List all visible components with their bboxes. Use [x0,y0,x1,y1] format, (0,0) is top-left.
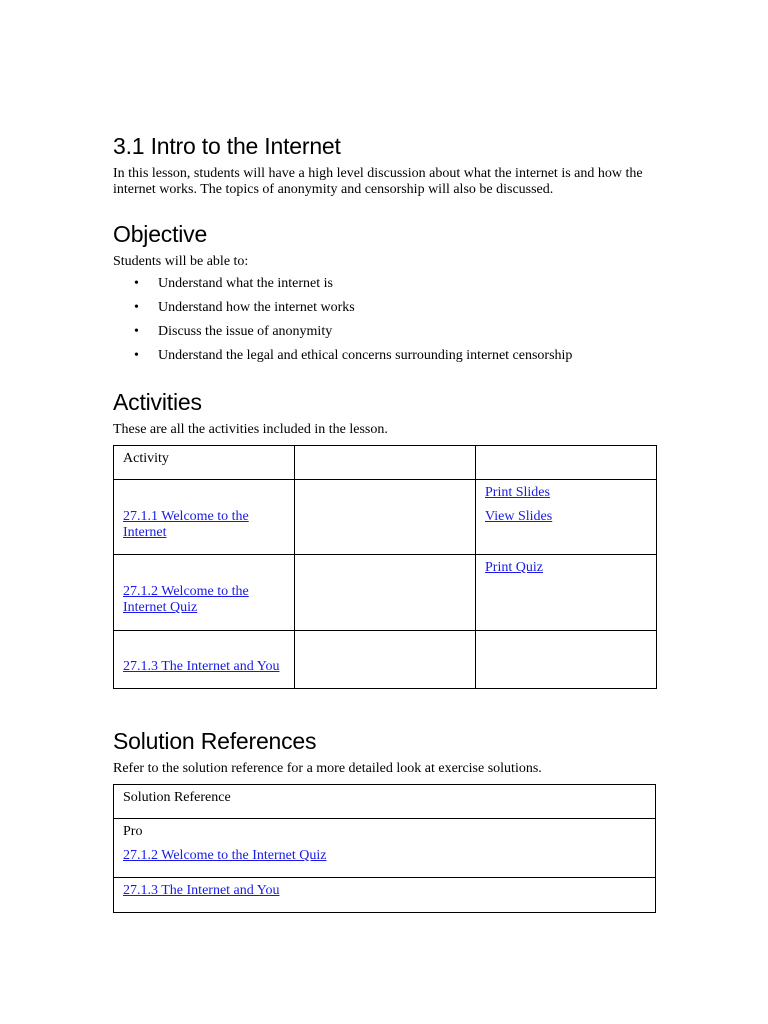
table-row [114,480,657,555]
objective-item-text: Understand how the internet works [158,300,355,315]
objective-item-text: Discuss the issue of anonymity [158,324,333,339]
empty-cell [295,555,476,631]
bullet-icon: • [134,324,139,339]
empty-cell [295,631,476,689]
solution-link[interactable]: 27.1.2 Welcome to the Internet Quiz [123,848,327,863]
table-row [114,631,657,689]
table-header-row [114,446,657,480]
table-header-cell [476,446,657,480]
activities-lead: These are all the activities included in the lesson. [113,422,388,437]
solutions-heading: Solution References [113,728,317,754]
resource-cell [476,555,657,631]
print-slides-link[interactable]: Print Slides [485,485,550,500]
solution-cell [114,878,656,913]
objective-item [113,348,572,372]
objective-heading: Objective [113,221,208,247]
activities-table [113,445,657,689]
objective-lead: Students will be able to: [113,254,249,269]
activity-link[interactable]: 27.1.1 Welcome to the Internet [123,509,249,540]
print-quiz-link[interactable]: Print Quiz [485,560,543,575]
table-row [114,878,656,913]
activity-cell [114,480,295,555]
lesson-intro: In this lesson, students will have a high level discussion about what the internet is and how the internet works. The topics of anonymity and censorship will also be discussed. [113,166,643,197]
objective-item [113,300,572,324]
empty-cell [476,631,657,689]
objective-item-text: Understand what the internet is [158,276,333,291]
activities-heading: Activities [113,389,202,415]
solutions-lead: Refer to the solution reference for a more detailed look at exercise solutions. [113,761,542,776]
activity-cell [114,555,295,631]
activity-cell [114,631,295,689]
bullet-icon: • [134,348,139,363]
table-header-cell: Solution Reference [114,785,656,819]
table-header-cell: Activity [114,446,295,480]
objective-item-text: Understand the legal and ethical concerns surrounding internet censorship [158,348,573,363]
bullet-icon: • [134,300,139,315]
resource-cell [476,480,657,555]
objective-list [113,276,572,372]
table-header-cell [295,446,476,480]
solution-link[interactable]: 27.1.3 The Internet and You [123,883,280,898]
lesson-title: 3.1 Intro to the Internet [113,133,341,159]
activity-link[interactable]: 27.1.3 The Internet and You [123,659,280,674]
view-slides-link[interactable]: View Slides [485,509,553,524]
solution-group-label: Pro [123,824,143,839]
bullet-icon: • [134,276,139,291]
activity-link[interactable]: 27.1.2 Welcome to the Internet Quiz [123,584,249,615]
objective-item [113,324,572,348]
table-row [114,819,656,878]
table-header-row [114,785,656,819]
solutions-table [113,784,656,913]
table-row [114,555,657,631]
objective-item [113,276,572,300]
solution-group-cell [114,819,656,878]
empty-cell [295,480,476,555]
